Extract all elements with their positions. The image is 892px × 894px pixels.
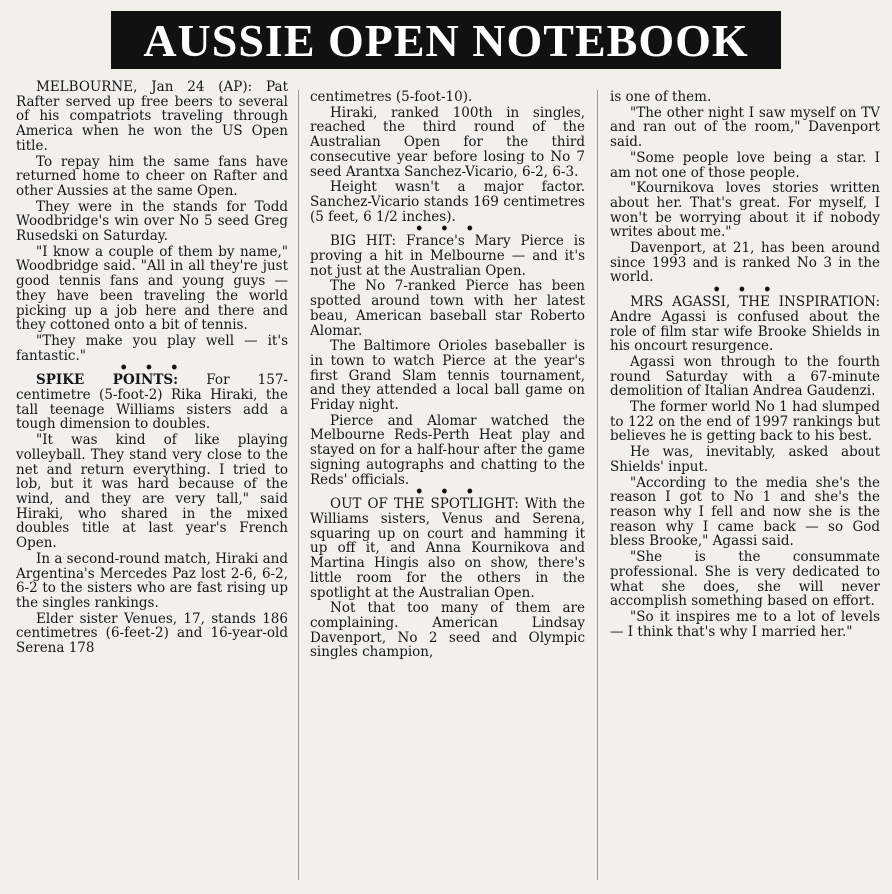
section-separator: • • • xyxy=(712,282,778,299)
paragraph: Pierce and Alomar watched the Melbourne Reds-Perth Heat play and stayed on for a half-hour after the game signing autographs and chatting to the Reds' officials. xyxy=(310,412,585,488)
paragraph: In a second-round match, Hiraki and Argentina's Mercedes Paz lost 2-6, 6-2, 6-2 to the sisters who are fast rising up the singles rankings. xyxy=(16,550,288,611)
column-rule xyxy=(597,90,598,880)
paragraph: "Kournikova loves stories written about her. That's great. For myself, I won't be worrying about it if nobody writes about me." xyxy=(610,180,880,241)
headline-banner xyxy=(111,11,781,69)
paragraph: Agassi won through to the fourth round Saturday with a 67-minute demolition of Italian Andrea Gaudenzi. xyxy=(610,353,880,400)
paragraph: Not that too many of them are complaining. American Lindsay Davenport, No 2 seed and Olympic singles champion, xyxy=(310,600,585,661)
section-separator: • • • xyxy=(414,484,481,501)
paragraph: Hiraki, ranked 100th in singles, reached the third round of the Australian Open for the third consecutive year before losing to No 7 seed Arantxa Sanchez-Vicario, 6-2, 6-3. xyxy=(310,104,585,180)
paragraph: He was, inevitably, asked about Shields' input. xyxy=(610,444,880,475)
paragraph: To repay him the same fans have returned home to cheer on Rafter and other Aussies at the same Open. xyxy=(16,153,288,199)
paragraph: They were in the stands for Todd Woodbridge's win over No 5 seed Greg Rusedski on Saturday. xyxy=(16,198,288,245)
paragraph: BIG HIT: France's Mary Pierce is proving a hit in Melbourne — and it's not just at the Australian Open. xyxy=(310,233,585,279)
paragraph: MELBOURNE, Jan 24 (AP): Pat Rafter served up free beers to several of his compatriots traveling through America when he won the US Open title. xyxy=(16,80,288,154)
paragraph: The No 7-ranked Pierce has been spotted around town with her latest beau, American baseball star Roberto Alomar. xyxy=(310,278,585,339)
section-separator: • • • xyxy=(414,221,481,238)
paragraph: Davenport, at 21, has been around since 1993 and is ranked No 3 in the world. xyxy=(610,240,880,286)
article-column-1 xyxy=(16,80,288,884)
section-lead: SPIKE POINTS: xyxy=(36,372,179,389)
paragraph: Elder sister Venues, 17, stands 186 centimetres (6-feet-2) and 16-year-old Serena 178 xyxy=(16,610,288,657)
paragraph: "The other night I saw myself on TV and ran out of the room," Davenport said. xyxy=(610,104,880,151)
paragraph: "Some people love being a star. I am not one of those people. xyxy=(610,149,880,181)
paragraph: "It was kind of like playing volleyball. They stand very close to the net and return everything. I tried to lob, but it was hard because of the wind, and they are very tall," said Hiraki, who shared in the mixed doubles title at last year's French Open. xyxy=(16,432,288,552)
section-separator: • • • xyxy=(119,360,185,377)
paragraph xyxy=(16,373,288,432)
paragraph: The former world No 1 had slumped to 122 on the end of 1997 rankings but believes he is getting back to his best. xyxy=(610,399,880,445)
paragraph: Height wasn't a major factor. Sanchez-Vicario stands 169 centimetres (5 feet, 6 1/2 inches). xyxy=(310,179,585,225)
paragraph: OUT OF THE SPOTLIGHT: With the Williams sisters, Venus and Serena, squaring up on court and hamming it up off it, and Anna Kournikova and Martina Hingis also on show, there's little room for the others in the spotlight at the Australian Open. xyxy=(310,496,585,601)
article-column-3 xyxy=(610,90,880,894)
paragraph-text: For 157-centimetre (5-foot-2) Rika Hiraki, the tall teenage Williams sisters add a tough dimension to doubles. xyxy=(16,372,288,433)
paragraph: centimetres (5-foot-10). xyxy=(310,90,473,105)
paragraph: "They make you play well — it's fantastic." xyxy=(16,332,288,364)
column-rule xyxy=(298,90,299,880)
paragraph: "According to the media she's the reason I got to No 1 and she's the reason why I fell and now she is the reason why I came back — so God bless Brooke," Agassi said. xyxy=(610,474,880,550)
paragraph: "I know a couple of them by name," Woodbridge said. "All in all they're just good tennis fans and young guys — they have been traveling the world picking up a job here and there and they cottoned onto a bit of tennis. xyxy=(16,243,288,334)
paragraph: is one of them. xyxy=(610,90,712,105)
paragraph: MRS AGASSI, THE INSPIRATION: Andre Agassi is confused about the role of film star wife Brooke Shields in his oncourt resurgence. xyxy=(610,294,880,355)
headline: AUSSIE OPEN NOTEBOOK xyxy=(143,14,749,66)
paragraph: "So it inspires me to a lot of levels — I think that's why I married her." xyxy=(610,608,880,640)
paragraph: "She is the consummate professional. She is very dedicated to what she does, she will never accomplish something based on effort. xyxy=(610,549,880,610)
paragraph: The Baltimore Orioles baseballer is in town to watch Pierce at the year's first Grand Slam tennis tournament, and they attended a local ball game on Friday night. xyxy=(310,338,585,414)
article-column-2 xyxy=(310,90,585,894)
